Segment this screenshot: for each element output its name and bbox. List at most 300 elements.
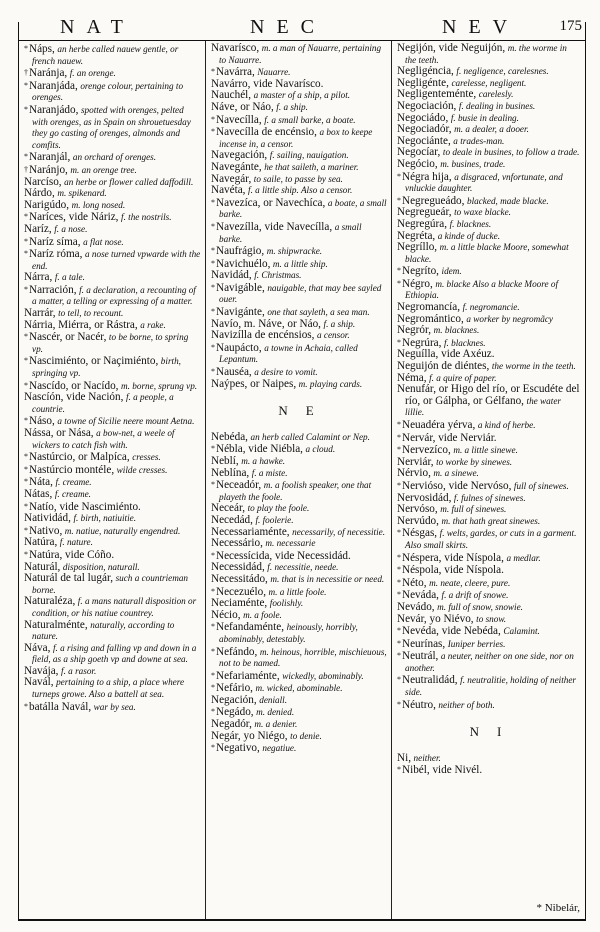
dictionary-entry <box>397 674 580 698</box>
entry-headword: Nevár, yo Niévo, <box>397 612 474 625</box>
dictionary-entry <box>397 265 580 278</box>
entry-definition: to tell, to recount. <box>58 308 124 319</box>
dictionary-entry <box>397 171 580 195</box>
entry-mark: * <box>24 152 28 162</box>
entry-definition: deniall. <box>259 694 288 705</box>
entry-headword: Nebéda, <box>211 430 248 443</box>
dictionary-entry <box>24 451 201 464</box>
dictionary-entry <box>397 650 580 674</box>
entry-definition: f. a mans naturall disposition or condition, or his natiue countrey. <box>32 596 197 618</box>
entry-headword: Negríto, <box>402 265 439 278</box>
entry-headword: Naránjo, <box>29 163 68 176</box>
entry-headword: Nésgas, <box>402 527 438 540</box>
entry-headword: Navecílla, <box>216 113 262 126</box>
entry-mark: * <box>397 638 401 648</box>
entry-headword: Naranjádo, <box>29 103 79 116</box>
dictionary-entry <box>24 513 201 525</box>
running-header <box>18 14 586 41</box>
column-middle <box>206 41 392 919</box>
entry-mark: * <box>24 464 28 474</box>
entry-headword: Negociación, <box>397 99 457 112</box>
guide-word-center: NEC <box>250 16 326 38</box>
entry-headword: Negligénte, <box>397 76 449 89</box>
entry-headword: Neuadéra yérva, <box>402 419 476 431</box>
entry-mark: * <box>397 528 401 538</box>
entry-headword: Neciaménte, <box>211 597 268 610</box>
entry-headword: Nécio, <box>211 608 241 621</box>
entry-headword: Nascér, or Nacér, <box>29 331 107 344</box>
entry-definition: an herbe called nauew gentle, or french nauew. <box>32 44 179 66</box>
entry-definition: an herb called Calamint or Nep. <box>250 431 370 442</box>
entry-mark: * <box>24 356 28 366</box>
entry-headword: Narrár, <box>24 307 56 320</box>
entry-headword: Neceár, <box>211 502 246 515</box>
entry-mark: * <box>397 445 401 455</box>
entry-headword: Nárria, Miérra, or Rástra, <box>24 318 138 331</box>
entry-mark: * <box>211 550 215 560</box>
entry-mark: * <box>397 420 401 429</box>
entry-definition: f. dealing in busines. <box>458 100 536 111</box>
entry-headword: Nárdo, <box>24 187 55 200</box>
entry-definition: an orchard of orenges. <box>72 152 157 163</box>
dictionary-entry <box>211 221 387 245</box>
entry-definition: birth, springing vp. <box>32 356 181 379</box>
dictionary-entry <box>211 197 387 221</box>
entry-headword: Néspera, vide Níspola, <box>402 551 504 564</box>
dictionary-entry <box>211 114 387 127</box>
entry-headword: Nervóso, <box>397 503 438 516</box>
entry-mark: * <box>24 416 28 426</box>
entry-headword: Nervosidád, <box>397 491 452 504</box>
entry-definition: f. creame. <box>54 488 91 499</box>
dictionary-entry <box>24 537 201 549</box>
entry-headword: Negríllo, <box>397 241 438 254</box>
dictionary-entry <box>211 742 387 755</box>
entry-headword: Nervár, vide Nerviár. <box>402 431 497 444</box>
entry-definition: f. blacknes. <box>449 218 492 229</box>
entry-headword: Naríz síma, <box>29 235 81 248</box>
entry-headword: Navárra, <box>216 66 255 79</box>
dictionary-entry <box>24 643 201 666</box>
dictionary-entry <box>211 432 387 444</box>
entry-definition: a medlar. <box>506 552 541 563</box>
entry-definition: carelesse, negligent. <box>451 77 527 88</box>
entry-definition: f. a rising and falling vp and down in a field, as a ship goeth vp and downe at sea. <box>32 642 197 665</box>
entry-headword: Natío, vide Nascimiénto. <box>29 500 141 513</box>
dictionary-entry <box>24 43 201 67</box>
entry-headword: Náve, or Náo, <box>211 100 274 113</box>
entry-definition: heinously, horribly, abominably, detestably. <box>219 622 358 644</box>
dictionary-entry <box>397 564 580 577</box>
dictionary-entry <box>24 272 201 284</box>
dictionary-entry <box>211 185 387 197</box>
entry-mark: * <box>211 307 215 317</box>
entry-headword: Nauchél, <box>211 89 252 102</box>
entry-headword: Navezílla, vide Navecílla, <box>216 220 333 233</box>
entry-definition: m. that hath great sinewes. <box>441 515 541 526</box>
dictionary-entry <box>24 620 201 643</box>
entry-definition: f. birth, natiuitie. <box>73 513 136 524</box>
entry-headword: Nervióso, vide Nervóso, <box>402 479 512 492</box>
dictionary-entry <box>397 577 580 590</box>
entry-definition: a nose turned vpwarde with the end. <box>32 249 201 271</box>
entry-headword: Náva, <box>24 641 51 654</box>
entry-headword: Naríz, <box>24 222 52 235</box>
entry-mark: * <box>397 675 401 685</box>
entry-mark: * <box>397 266 401 276</box>
dictionary-entry <box>24 392 201 415</box>
entry-headword: Náso, <box>29 415 55 428</box>
dictionary-entry <box>211 270 387 282</box>
entry-headword: Necessícida, vide Necessidád. <box>216 549 351 562</box>
entry-definition: f. the nostrils. <box>121 212 172 223</box>
entry-headword: Nátas, <box>24 487 53 500</box>
entry-headword: Negromántico, <box>397 312 464 325</box>
entry-definition: neither. <box>413 752 441 763</box>
entry-headword: Nascíón, vide Nación, <box>24 391 124 404</box>
entry-mark: * <box>211 67 215 77</box>
entry-definition: m. a foole. <box>243 609 282 620</box>
entry-headword: Navegár, <box>211 172 252 185</box>
entry-headword: Négro, <box>402 277 433 290</box>
dictionary-entry <box>24 224 201 236</box>
entry-definition: f. a tale. <box>54 272 85 283</box>
dictionary-entry <box>24 677 201 700</box>
entry-mark: * <box>211 646 215 656</box>
entry-headword: Nibél, vide Nivél. <box>402 764 483 777</box>
dictionary-entry <box>211 538 387 550</box>
entry-headword: Nárra, <box>24 271 53 284</box>
dictionary-entry <box>24 355 201 379</box>
entry-headword: Negréta, <box>397 229 436 242</box>
entry-definition: a trades-man. <box>453 135 505 146</box>
dictionary-entry <box>397 384 580 419</box>
entry-mark: * <box>211 197 215 207</box>
entry-definition: wilde cresses. <box>116 464 168 475</box>
entry-definition: a cloud. <box>305 444 336 455</box>
entry-headword: Necessariaménte, <box>211 525 290 538</box>
entry-definition: a small barke. <box>219 221 362 244</box>
entry-headword: Neguijón de diéntes, <box>397 360 490 373</box>
entry-mark: * <box>397 171 401 181</box>
entry-definition: to be borne, to spring vp. <box>32 332 189 354</box>
entry-definition: a censor. <box>317 330 350 341</box>
entry-headword: Navéta, <box>211 184 246 197</box>
dictionary-entry <box>211 695 387 707</box>
dictionary-entry <box>397 764 580 777</box>
entry-definition: m. a hawke. <box>241 456 286 466</box>
entry-mark: * <box>24 380 28 390</box>
dictionary-entry <box>24 248 201 272</box>
entry-headword: Narración, <box>29 283 77 296</box>
entry-definition: Calamint. <box>503 626 540 637</box>
entry-mark: * <box>397 432 401 442</box>
entry-definition: orenge colour, pertaining to orenges. <box>32 80 184 103</box>
entry-headword: Néutro, <box>402 698 436 711</box>
dictionary-entry <box>24 596 201 619</box>
entry-definition: m. an orenge tree. <box>70 164 137 175</box>
entry-headword: Nativo, <box>29 524 63 537</box>
entry-definition: f. a little ship. Also a censor. <box>248 185 353 196</box>
entry-headword: Néto, <box>402 576 427 589</box>
entry-definition: m. necessarie <box>265 538 316 549</box>
dictionary-entry <box>24 489 201 501</box>
entry-headword: Neblí, <box>211 455 239 467</box>
entry-headword: Navigánte, <box>216 306 265 319</box>
entry-definition: a master of a ship, a pilot. <box>253 90 351 101</box>
entry-mark: † <box>24 68 28 78</box>
entry-definition: to play the foole. <box>247 503 310 514</box>
entry-definition: m. a little foole. <box>268 586 327 597</box>
entry-headword: Nefándo, <box>216 645 258 658</box>
entry-mark: * <box>397 565 401 575</box>
entry-mark: * <box>211 282 215 292</box>
dictionary-entry <box>24 236 201 249</box>
entry-headword: Necessidád, <box>211 561 265 574</box>
entry-mark: * <box>397 480 401 490</box>
entry-definition: full of sinewes. <box>513 480 569 491</box>
entry-definition: to waxe blacke. <box>454 207 511 218</box>
entry-headword: Navárro, vide Navarísco. <box>211 77 324 90</box>
entry-definition: m. that is in necessitie or need. <box>270 573 385 584</box>
dictionary-entry <box>24 320 201 332</box>
entry-mark: * <box>24 332 28 342</box>
entry-headword: Nefariaménte, <box>216 669 280 682</box>
entry-headword: Naturál de tal lugár, <box>24 572 114 585</box>
dictionary-entry <box>397 638 580 651</box>
dictionary-page <box>18 14 586 921</box>
entry-headword: Neblína, <box>211 466 250 479</box>
dictionary-entry <box>211 621 387 645</box>
entry-headword: Naufrágio, <box>216 245 265 258</box>
entry-mark: * <box>397 195 401 205</box>
entry-mark: * <box>24 549 28 559</box>
entry-definition: m. the worme in the teeth. <box>405 43 567 65</box>
entry-headword: Navegánte, <box>211 160 262 173</box>
entry-definition: m. a little sinewe. <box>453 445 518 456</box>
entry-headword: Negligenteménte, <box>397 88 477 101</box>
entry-definition: m. a little blacke Moore, somewhat blacke. <box>405 242 569 264</box>
entry-definition: f. negromancie. <box>462 302 520 313</box>
entry-definition: nauigable, that may bee sayled ouer. <box>219 282 382 305</box>
entry-mark: * <box>211 246 215 256</box>
dictionary-entry <box>397 468 580 480</box>
entry-definition: a neuter, neither on one side, nor on another. <box>405 651 574 673</box>
entry-mark: * <box>397 552 401 562</box>
entry-headword: Naupácto, <box>216 341 262 354</box>
entry-mark: * <box>24 104 28 114</box>
entry-definition: m. wicked, abominable. <box>255 683 343 694</box>
dictionary-entry <box>397 516 580 528</box>
entry-headword: Neurínas, <box>402 637 446 650</box>
entry-definition: f. necessitie, neede. <box>267 562 339 573</box>
entry-headword: Navecílla de encénsio, <box>216 126 317 139</box>
entry-definition: m. a sinewe. <box>433 468 479 479</box>
dictionary-entry <box>397 552 580 565</box>
entry-definition: m. a denier. <box>254 719 298 730</box>
entry-definition: a boate, a small barke. <box>219 197 387 220</box>
entry-definition: f. a miste. <box>251 467 288 478</box>
entry-definition: to denie. <box>290 730 322 741</box>
entry-definition: blacked, made blacke. <box>466 195 549 206</box>
entry-mark: * <box>211 743 215 753</box>
entry-definition: wickedly, abominably. <box>282 670 364 681</box>
entry-definition: f. a people, a countrie. <box>32 392 174 414</box>
entry-mark: * <box>24 249 28 259</box>
entry-definition: f. a declaration, a recounting of a matter, a telling or expressing of a matter. <box>32 284 196 307</box>
entry-definition: spotted with orenges, pelted with orenges, as in Spain on shrouetuesday they go casting of orenges, almonds and comfits. <box>32 104 191 150</box>
entry-headword: Neváda, <box>402 589 439 602</box>
entry-definition: to saile, to passe by sea. <box>253 173 343 184</box>
entry-definition: m. blacknes. <box>433 325 480 336</box>
entry-headword: Natividád, <box>24 512 71 525</box>
entry-headword: Negrór, <box>397 324 432 337</box>
entry-headword: Nastúrcio montéle, <box>29 463 115 476</box>
entry-headword: Negocíar, <box>397 146 441 159</box>
entry-definition: f. busie in dealing. <box>450 112 519 123</box>
entry-headword: Navája, <box>24 664 59 677</box>
entry-mark: * <box>211 127 215 137</box>
dictionary-entry <box>397 699 580 712</box>
entry-headword: Negociánte, <box>397 134 451 147</box>
entry-headword: Neutralidád, <box>402 674 458 687</box>
dictionary-entry <box>24 331 201 355</box>
entry-definition: m. heinous, horrible, mischieuous, not to be named. <box>219 646 387 669</box>
entry-mark: * <box>397 590 401 600</box>
entry-mark: * <box>397 765 401 775</box>
entry-mark: * <box>24 212 28 222</box>
entry-mark: * <box>24 501 28 511</box>
entry-definition: negatiue. <box>262 743 297 754</box>
entry-definition: m. a foolish speaker, one that playeth the foole. <box>219 480 372 502</box>
guide-word-right: NEV <box>442 16 520 38</box>
entry-definition: m. busines, trade. <box>440 158 506 169</box>
entry-definition: to worke by sinewes. <box>436 456 513 467</box>
dictionary-entry <box>211 342 387 366</box>
dictionary-entry <box>24 573 201 596</box>
entry-headword: Nevéda, vide Nebéda, <box>402 625 501 638</box>
dictionary-entry <box>211 379 387 391</box>
dictionary-entry <box>24 80 201 104</box>
entry-definition: f. a rasor. <box>61 665 97 676</box>
dictionary-entry <box>397 325 580 337</box>
dictionary-entry <box>24 284 201 308</box>
entry-headword: Negadór, <box>211 718 252 731</box>
entry-headword: Nefandaménte, <box>216 621 285 634</box>
dictionary-entry <box>397 242 580 265</box>
entry-mark: * <box>211 707 215 717</box>
entry-definition: foolishly. <box>269 598 304 609</box>
entry-headword: Náps, <box>29 43 55 55</box>
entry-mark: * <box>211 258 215 268</box>
entry-headword: Narcíso, <box>24 175 62 188</box>
entry-definition: m. spikenard. <box>57 188 107 199</box>
entry-headword: Naturalménte, <box>24 618 88 631</box>
entry-headword: Néspola, vide Níspola. <box>402 564 504 577</box>
entry-definition: f. a quire of paper. <box>429 372 497 383</box>
entry-headword: Nássa, or Nása, <box>24 427 94 439</box>
entry-headword: Nastúrcio, or Malpíca, <box>29 451 130 464</box>
entry-mark: * <box>211 444 215 454</box>
entry-mark: * <box>397 337 401 347</box>
entry-headword: Nébla, vide Niébla, <box>216 443 303 456</box>
entry-definition: necessarily, of necessitie. <box>292 526 386 537</box>
dictionary-entry <box>211 479 387 503</box>
entry-definition: to snow. <box>476 613 507 624</box>
entry-headword: Nervezíco, <box>402 444 451 457</box>
entry-definition: f. sailing, nauigation. <box>269 150 349 161</box>
entry-mark: * <box>397 626 401 636</box>
dictionary-body <box>18 41 586 921</box>
entry-definition: to deale in busines, to follow a trade. <box>442 147 580 158</box>
entry-headword: Neguílla, vide Axéuz. <box>397 348 495 361</box>
entry-headword: Navarísco, <box>211 42 260 54</box>
dictionary-entry <box>397 614 580 626</box>
entry-definition: m. neate, cleere, pure. <box>429 577 511 588</box>
entry-definition: f. creame. <box>55 477 92 488</box>
dictionary-entry <box>211 646 387 670</box>
dictionary-entry <box>397 278 580 302</box>
entry-mark: * <box>24 452 28 462</box>
entry-headword: Negijón, vide Neguijón, <box>397 42 506 54</box>
entry-definition: a worker by negromãcy <box>466 313 554 324</box>
entry-headword: Negociadór, <box>397 123 452 136</box>
entry-mark: † <box>24 164 28 174</box>
dictionary-entry <box>397 43 580 66</box>
entry-headword: Navichuélo, <box>216 257 271 270</box>
dictionary-entry <box>24 151 201 164</box>
entry-definition: one that sayleth, a sea man. <box>267 307 370 318</box>
entry-mark: * <box>24 525 28 535</box>
entry-mark: * <box>24 284 28 294</box>
entry-mark: * <box>24 477 28 487</box>
entry-headword: Náta, <box>29 476 53 489</box>
entry-definition: m. long nosed. <box>71 199 126 210</box>
entry-headword: Navezíca, or Navechíca, <box>216 196 326 209</box>
column-right <box>392 41 584 919</box>
entry-headword: Necedád, <box>211 513 253 526</box>
entry-mark: * <box>211 586 215 596</box>
entry-mark: * <box>211 114 215 124</box>
entry-definition: f. nature. <box>59 537 93 548</box>
entry-definition: m. a man of Nauarre, pertaining to Nauarre. <box>219 43 382 65</box>
entry-definition: f. a ship. <box>323 318 356 329</box>
entry-definition: f. foolerie. <box>255 514 294 525</box>
dictionary-entry <box>397 432 580 445</box>
entry-headword: Nervúdo, <box>397 514 439 527</box>
entry-headword: Naránja, <box>29 67 68 80</box>
dictionary-entry <box>211 330 387 342</box>
dictionary-entry <box>211 126 387 150</box>
entry-definition: f. a small barke, a boate. <box>264 114 356 125</box>
entry-definition: m. shipwracke. <box>266 246 323 257</box>
entry-mark: * <box>24 80 28 90</box>
entry-headword: Naturál, <box>24 560 61 573</box>
entry-headword: Negregueár, <box>397 206 452 219</box>
entry-headword: Nefário, <box>216 682 253 695</box>
entry-definition: m. a dealer, a dooer. <box>454 124 529 135</box>
entry-definition: m. natiue, naturally engendred. <box>64 525 181 536</box>
entry-headword: Navál, <box>24 676 54 689</box>
entry-mark: * <box>211 683 215 693</box>
entry-definition: f. a ship. <box>276 101 308 112</box>
entry-mark: * <box>24 44 28 53</box>
dictionary-entry <box>211 574 387 586</box>
entry-definition: m. borne, sprung vp. <box>121 380 198 391</box>
dictionary-entry <box>211 610 387 622</box>
entry-headword: Nauséa, <box>216 366 252 379</box>
guide-word-left: NAT <box>60 16 135 38</box>
